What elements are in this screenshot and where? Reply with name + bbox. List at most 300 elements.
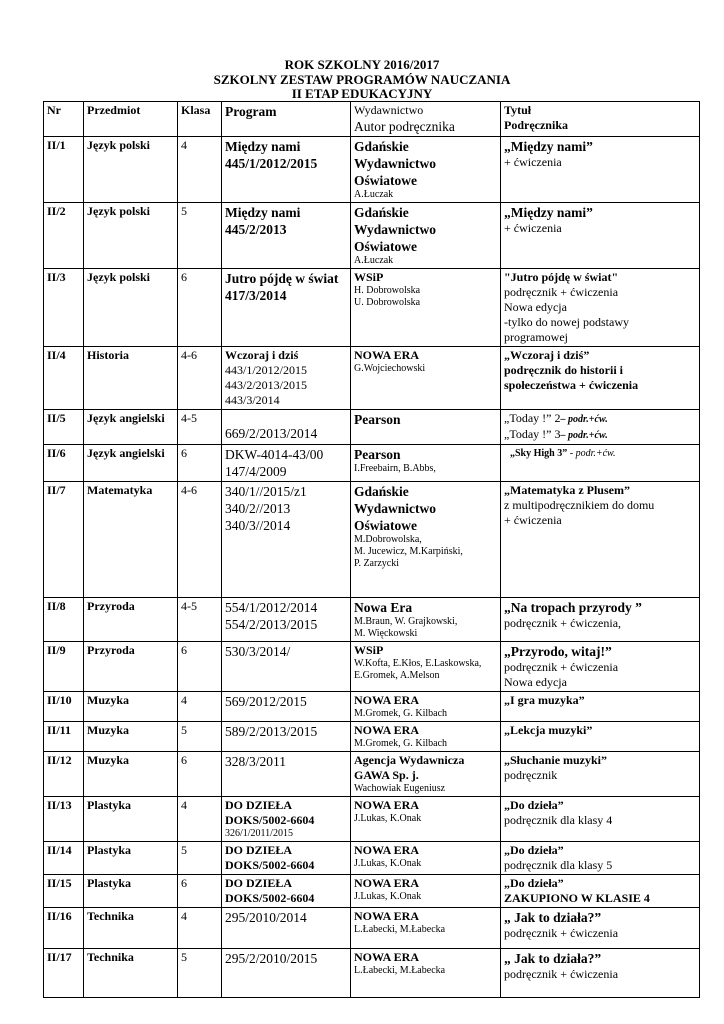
row-nr-text: II/8 <box>47 599 66 613</box>
row-subject <box>84 842 178 875</box>
header-title <box>501 102 700 137</box>
row-title <box>501 137 700 203</box>
row-subject <box>84 203 178 269</box>
publisher-name: Pearson <box>354 447 401 462</box>
row-klasa-text: 5 <box>181 204 187 218</box>
row-klasa <box>178 642 222 692</box>
program-code: DOKS/5002-6604 <box>225 858 315 872</box>
row-klasa-text: 5 <box>181 843 187 857</box>
textbook-note: + ćwiczenia <box>504 221 562 235</box>
textbook-line <box>504 427 696 443</box>
row-program <box>222 347 351 410</box>
publisher-name: Nowa Era <box>354 600 413 615</box>
publisher-name: NOWA ERA <box>354 909 420 923</box>
author-name: M.Gromek, G. Kilbach <box>354 738 448 749</box>
author-name: M.Gromek, G. Kilbach <box>354 708 448 719</box>
row-nr <box>44 842 84 875</box>
row-klasa <box>178 203 222 269</box>
author-name: U. Dobrowolska <box>354 297 421 308</box>
row-title <box>501 482 700 598</box>
publisher-name: NOWA ERA <box>354 876 420 890</box>
author-name: J.Lukas, K.Onak <box>354 858 422 869</box>
curriculum-table <box>43 101 700 998</box>
row-nr-text: II/6 <box>47 446 66 460</box>
row-nr-text: II/3 <box>47 270 66 284</box>
author-name: W.Kofta, E.Kłos, E.Laskowska, <box>354 658 482 669</box>
row-program <box>222 692 351 722</box>
row-nr-text: II/2 <box>47 204 66 218</box>
row-publisher <box>351 875 501 908</box>
row-nr-text: II/9 <box>47 643 66 657</box>
row-klasa <box>178 908 222 949</box>
textbook-title: „ Jak to działa?” <box>504 951 602 966</box>
program-code: DOKS/5002-6604 <box>225 813 315 827</box>
author-name: P. Zarzycki <box>354 558 399 569</box>
header-publisher-label: Wydawnictwo <box>354 103 424 117</box>
row-klasa-text: 4 <box>181 909 187 923</box>
textbook-note: podręcznik + ćwiczenia <box>504 660 619 674</box>
row-title <box>501 875 700 908</box>
row-subject-text: Matematyka <box>87 483 153 497</box>
row-nr <box>44 347 84 410</box>
row-subject <box>84 347 178 410</box>
row-subject-text: Przyroda <box>87 599 135 613</box>
row-klasa <box>178 752 222 797</box>
program-number: 340/2//2013 <box>225 501 291 516</box>
author-name: M. Więckowski <box>354 628 418 639</box>
row-nr <box>44 908 84 949</box>
publisher-name: Gdańskie <box>354 139 409 154</box>
publisher-name: Gdańskie <box>354 205 409 220</box>
table-row <box>44 752 700 797</box>
textbook-note: podręcznik + ćwiczenia <box>504 926 619 940</box>
row-subject-text: Muzyka <box>87 693 129 707</box>
table-row <box>44 797 700 842</box>
textbook-note: + ćwiczenia <box>504 513 562 527</box>
row-program <box>222 445 351 482</box>
row-subject-text: Historia <box>87 348 129 362</box>
author-name: A.Łuczak <box>354 255 394 266</box>
row-nr <box>44 445 84 482</box>
row-title <box>501 722 700 752</box>
table-row <box>44 722 700 752</box>
textbook-note: podręcznik dla klasy 4 <box>504 813 613 827</box>
row-klasa-text: 6 <box>181 446 187 460</box>
author-name: J.Lukas, K.Onak <box>354 813 422 824</box>
program-number: Jutro pójdę w świat <box>225 271 339 286</box>
row-nr-text: II/13 <box>47 798 72 812</box>
row-nr-text: II/12 <box>47 753 72 767</box>
row-title <box>501 445 700 482</box>
row-klasa-text: 4 <box>181 693 187 707</box>
table-row <box>44 482 700 598</box>
row-publisher <box>351 642 501 692</box>
textbook-title: „Między nami” <box>504 139 593 154</box>
row-klasa <box>178 482 222 598</box>
header-subject: Przedmiot <box>84 102 178 137</box>
publisher-name: Agencja Wydawnicza <box>354 753 465 767</box>
author-name: M. Jucewicz, M.Karpiński, <box>354 546 463 557</box>
table-row <box>44 269 700 347</box>
program-number: 554/2/2013/2015 <box>225 617 318 632</box>
textbook-note: -tylko do nowej podstawy <box>504 315 629 329</box>
table-row <box>44 203 700 269</box>
program-number: 147/4/2009 <box>225 464 287 479</box>
program-number: 445/2/2013 <box>225 222 287 237</box>
row-subject-text: Przyroda <box>87 643 135 657</box>
header-klasa: Klasa <box>178 102 222 137</box>
textbook-title-name: „Sky High 3” <box>510 448 568 459</box>
textbook-title: "Jutro pójdę w świat" <box>504 270 619 284</box>
textbook-title: „ Jak to działa?” <box>504 910 602 925</box>
author-name: L.Łabecki, M.Łabecka <box>354 924 446 935</box>
row-klasa <box>178 692 222 722</box>
row-program <box>222 137 351 203</box>
publisher-name: NOWA ERA <box>354 950 420 964</box>
textbook-note: podręcznik dla klasy 5 <box>504 858 613 872</box>
row-program <box>222 598 351 642</box>
program-number: 589/2/2013/2015 <box>225 724 318 739</box>
row-klasa <box>178 598 222 642</box>
program-number: 328/3/2011 <box>225 754 287 769</box>
row-subject-text: Język polski <box>87 270 151 284</box>
author-name: G.Wojciechowski <box>354 363 426 374</box>
textbook-note: społeczeństwa + ćwiczenia <box>504 378 639 392</box>
row-subject <box>84 692 178 722</box>
row-subject-text: Technika <box>87 909 134 923</box>
table-header-row <box>44 102 700 137</box>
row-nr-text: II/5 <box>47 411 66 425</box>
row-subject <box>84 908 178 949</box>
row-subject <box>84 875 178 908</box>
table-row <box>44 445 700 482</box>
row-program <box>222 269 351 347</box>
table-row <box>44 949 700 998</box>
row-nr <box>44 203 84 269</box>
author-name: M.Dobrowolska, <box>354 534 422 545</box>
row-subject-text: Język polski <box>87 204 151 218</box>
row-subject-text: Muzyka <box>87 723 129 737</box>
author-name: Wachowiak Eugeniusz <box>354 783 446 794</box>
row-title <box>501 410 700 445</box>
header-textbook-label: Podręcznika <box>504 118 568 132</box>
row-nr <box>44 642 84 692</box>
table-row <box>44 908 700 949</box>
row-klasa <box>178 875 222 908</box>
row-nr-text: II/16 <box>47 909 72 923</box>
row-klasa-text: 6 <box>181 753 187 767</box>
header-publisher <box>351 102 501 137</box>
row-publisher <box>351 797 501 842</box>
program-number: 669/2/2013/2014 <box>225 426 318 441</box>
row-nr <box>44 692 84 722</box>
row-publisher <box>351 692 501 722</box>
row-publisher <box>351 908 501 949</box>
row-title <box>501 842 700 875</box>
row-subject <box>84 410 178 445</box>
textbook-note: + ćwiczenia <box>504 155 562 169</box>
author-name: E.Gromek, A.Melson <box>354 670 440 681</box>
publisher-name: Oświatowe <box>354 518 417 533</box>
row-klasa-text: 4-6 <box>181 483 197 497</box>
row-title <box>501 203 700 269</box>
row-subject <box>84 598 178 642</box>
row-subject <box>84 797 178 842</box>
row-nr-text: II/1 <box>47 138 66 152</box>
table-row <box>44 875 700 908</box>
row-nr <box>44 410 84 445</box>
row-nr <box>44 797 84 842</box>
row-program <box>222 908 351 949</box>
page-title-stage: II ETAP EDUKACYJNY <box>291 86 433 101</box>
row-title <box>501 949 700 998</box>
program-number: 443/3/2014 <box>225 393 280 407</box>
table-row <box>44 842 700 875</box>
row-title <box>501 752 700 797</box>
row-title <box>501 269 700 347</box>
textbook-note: podręcznik do historii i <box>504 363 624 377</box>
textbook-line-note: – podr.+ćw. <box>560 414 608 425</box>
row-subject <box>84 269 178 347</box>
publisher-name: Oświatowe <box>354 173 417 188</box>
textbook-title: „Między nami” <box>504 205 593 220</box>
row-title <box>501 347 700 410</box>
row-klasa-text: 5 <box>181 723 187 737</box>
row-program <box>222 203 351 269</box>
row-program <box>222 842 351 875</box>
publisher-name: GAWA Sp. j. <box>354 768 419 782</box>
header-program-label: Program <box>225 104 277 119</box>
row-publisher <box>351 410 501 445</box>
row-title <box>501 797 700 842</box>
row-subject <box>84 482 178 598</box>
publisher-name: Oświatowe <box>354 239 417 254</box>
program-number: 445/1/2012/2015 <box>225 156 318 171</box>
publisher-name: NOWA ERA <box>354 348 420 362</box>
row-program <box>222 752 351 797</box>
row-program <box>222 875 351 908</box>
textbook-note: podręcznik + ćwiczenia <box>504 285 619 299</box>
table-row <box>44 137 700 203</box>
row-klasa <box>178 445 222 482</box>
row-nr-text: II/14 <box>47 843 72 857</box>
program-number: 417/3/2014 <box>225 288 287 303</box>
program-number: 569/2012/2015 <box>225 694 307 709</box>
textbook-note: z multipodręcznikiem do domu <box>504 498 655 512</box>
row-klasa <box>178 797 222 842</box>
textbook-title: „Przyrodo, witaj!” <box>504 644 612 659</box>
row-subject-text: Język angielski <box>87 446 165 460</box>
row-subject-text: Technika <box>87 950 134 964</box>
textbook-title: „Na tropach przyrody ” <box>504 600 642 615</box>
row-publisher <box>351 722 501 752</box>
row-program <box>222 949 351 998</box>
program-number: 530/3/2014/ <box>225 644 291 659</box>
row-subject-text: Plastyka <box>87 843 132 857</box>
row-subject-text: Język polski <box>87 138 151 152</box>
row-program <box>222 482 351 598</box>
publisher-name: WSiP <box>354 643 384 657</box>
row-publisher <box>351 598 501 642</box>
program-number: 340/3//2014 <box>225 518 291 533</box>
page-title-year: ROK SZKOLNY 2016/2017 <box>284 57 440 72</box>
program-number: 443/1/2012/2015 <box>225 363 308 377</box>
row-program <box>222 797 351 842</box>
row-subject <box>84 642 178 692</box>
author-name: I.Freebairn, B.Abbs, <box>354 463 436 474</box>
row-nr-text: II/11 <box>47 723 72 737</box>
textbook-line-name: „Today !” 2 <box>504 411 561 425</box>
row-nr-text: II/10 <box>47 693 72 707</box>
row-nr-text: II/15 <box>47 876 72 890</box>
row-program <box>222 722 351 752</box>
row-klasa <box>178 949 222 998</box>
table-row <box>44 410 700 445</box>
header-title-label: Tytuł <box>504 103 532 117</box>
program-number: Między nami <box>225 139 301 154</box>
row-subject <box>84 445 178 482</box>
program-code: DO DZIEŁA <box>225 798 293 812</box>
textbook-note: podręcznik <box>504 768 558 782</box>
publisher-name: Pearson <box>354 412 401 427</box>
row-publisher <box>351 347 501 410</box>
row-klasa-text: 6 <box>181 643 187 657</box>
author-name: M.Braun, W. Grajkowski, <box>354 616 458 627</box>
row-subject-text: Muzyka <box>87 753 129 767</box>
row-publisher <box>351 842 501 875</box>
program-code: DOKS/5002-6604 <box>225 891 315 905</box>
table-row <box>44 692 700 722</box>
row-nr <box>44 752 84 797</box>
row-klasa <box>178 269 222 347</box>
row-nr <box>44 949 84 998</box>
row-subject-text: Plastyka <box>87 876 132 890</box>
row-klasa-text: 4-5 <box>181 599 197 613</box>
row-publisher <box>351 269 501 347</box>
row-nr <box>44 482 84 598</box>
row-nr <box>44 875 84 908</box>
program-title: Wczoraj i dziś <box>225 348 299 362</box>
row-subject <box>84 752 178 797</box>
row-publisher <box>351 482 501 598</box>
textbook-title: „I gra muzyka” <box>504 693 585 707</box>
row-publisher <box>351 445 501 482</box>
author-name: L.Łabecki, M.Łabecka <box>354 965 446 976</box>
publisher-name: NOWA ERA <box>354 693 420 707</box>
author-name: H. Dobrowolska <box>354 285 421 296</box>
row-klasa-text: 4 <box>181 138 187 152</box>
program-number: 554/1/2012/2014 <box>225 600 318 615</box>
page-title-program: SZKOLNY ZESTAW PROGRAMÓW NAUCZANIA <box>213 72 511 87</box>
textbook-line-name: „Today !” 3 <box>504 427 561 441</box>
row-subject <box>84 949 178 998</box>
row-nr-text: II/7 <box>47 483 66 497</box>
row-klasa-text: 4 <box>181 798 187 812</box>
row-publisher <box>351 752 501 797</box>
publisher-name: Wydawnictwo <box>354 156 437 171</box>
textbook-title: „Do dzieła” <box>504 798 564 812</box>
textbook-line <box>504 411 696 427</box>
textbook-title <box>504 448 696 460</box>
textbook-title: „Matematyka z Plusem” <box>504 483 630 497</box>
row-nr-text: II/4 <box>47 348 66 362</box>
table-row <box>44 598 700 642</box>
author-name: J.Lukas, K.Onak <box>354 891 422 902</box>
row-nr <box>44 269 84 347</box>
program-number: 443/2/2013/2015 <box>225 378 308 392</box>
header-nr: Nr <box>44 102 84 137</box>
textbook-note: Nowa edycja <box>504 300 567 314</box>
publisher-name: Gdańskie <box>354 484 409 499</box>
row-nr <box>44 137 84 203</box>
row-publisher <box>351 949 501 998</box>
program-number: Między nami <box>225 205 301 220</box>
row-title <box>501 908 700 949</box>
header-program <box>222 102 351 137</box>
textbook-title: „Do dzieła” <box>504 876 564 890</box>
table-row <box>44 347 700 410</box>
row-klasa <box>178 842 222 875</box>
header-author-label: Autor podręcznika <box>354 119 455 134</box>
row-klasa <box>178 137 222 203</box>
row-publisher <box>351 137 501 203</box>
textbook-title-note: - podr.+ćw. <box>567 448 616 459</box>
program-number: 340/1//2015/z1 <box>225 484 307 499</box>
row-klasa <box>178 410 222 445</box>
row-klasa-text: 5 <box>181 950 187 964</box>
row-klasa-text: 6 <box>181 876 187 890</box>
textbook-title: „Słuchanie muzyki” <box>504 753 608 767</box>
row-klasa-text: 6 <box>181 270 187 284</box>
publisher-name: NOWA ERA <box>354 723 420 737</box>
table-row <box>44 642 700 692</box>
row-klasa <box>178 347 222 410</box>
publisher-name: NOWA ERA <box>354 843 420 857</box>
program-number: DKW-4014-43/00 <box>225 447 324 462</box>
textbook-note: podręcznik + ćwiczenia <box>504 967 619 981</box>
row-program <box>222 642 351 692</box>
publisher-name: Wydawnictwo <box>354 222 437 237</box>
row-publisher <box>351 203 501 269</box>
textbook-title: „Wczoraj i dziś” <box>504 348 590 362</box>
textbook-line-note: – podr.+ćw. <box>560 430 608 441</box>
publisher-name: NOWA ERA <box>354 798 420 812</box>
row-klasa <box>178 722 222 752</box>
row-subject <box>84 137 178 203</box>
row-klasa-text: 4-5 <box>181 411 197 425</box>
program-number: 295/2/2010/2015 <box>225 951 318 966</box>
row-title <box>501 598 700 642</box>
textbook-title: „Lekcja muzyki” <box>504 723 593 737</box>
row-subject-text: Plastyka <box>87 798 132 812</box>
program-number: 326/1/2011/2015 <box>225 828 293 839</box>
row-nr <box>44 722 84 752</box>
row-nr <box>44 598 84 642</box>
program-code: DO DZIEŁA <box>225 876 293 890</box>
row-subject-text: Język angielski <box>87 411 165 425</box>
row-subject <box>84 722 178 752</box>
program-number: 295/2010/2014 <box>225 910 307 925</box>
row-program <box>222 410 351 445</box>
row-nr-text: II/17 <box>47 950 72 964</box>
textbook-note: Nowa edycja <box>504 675 567 689</box>
textbook-title: „Do dzieła” <box>504 843 564 857</box>
publisher-name: WSiP <box>354 270 384 284</box>
author-name: A.Łuczak <box>354 189 394 200</box>
row-title <box>501 692 700 722</box>
publisher-name: Wydawnictwo <box>354 501 437 516</box>
program-code: DO DZIEŁA <box>225 843 293 857</box>
